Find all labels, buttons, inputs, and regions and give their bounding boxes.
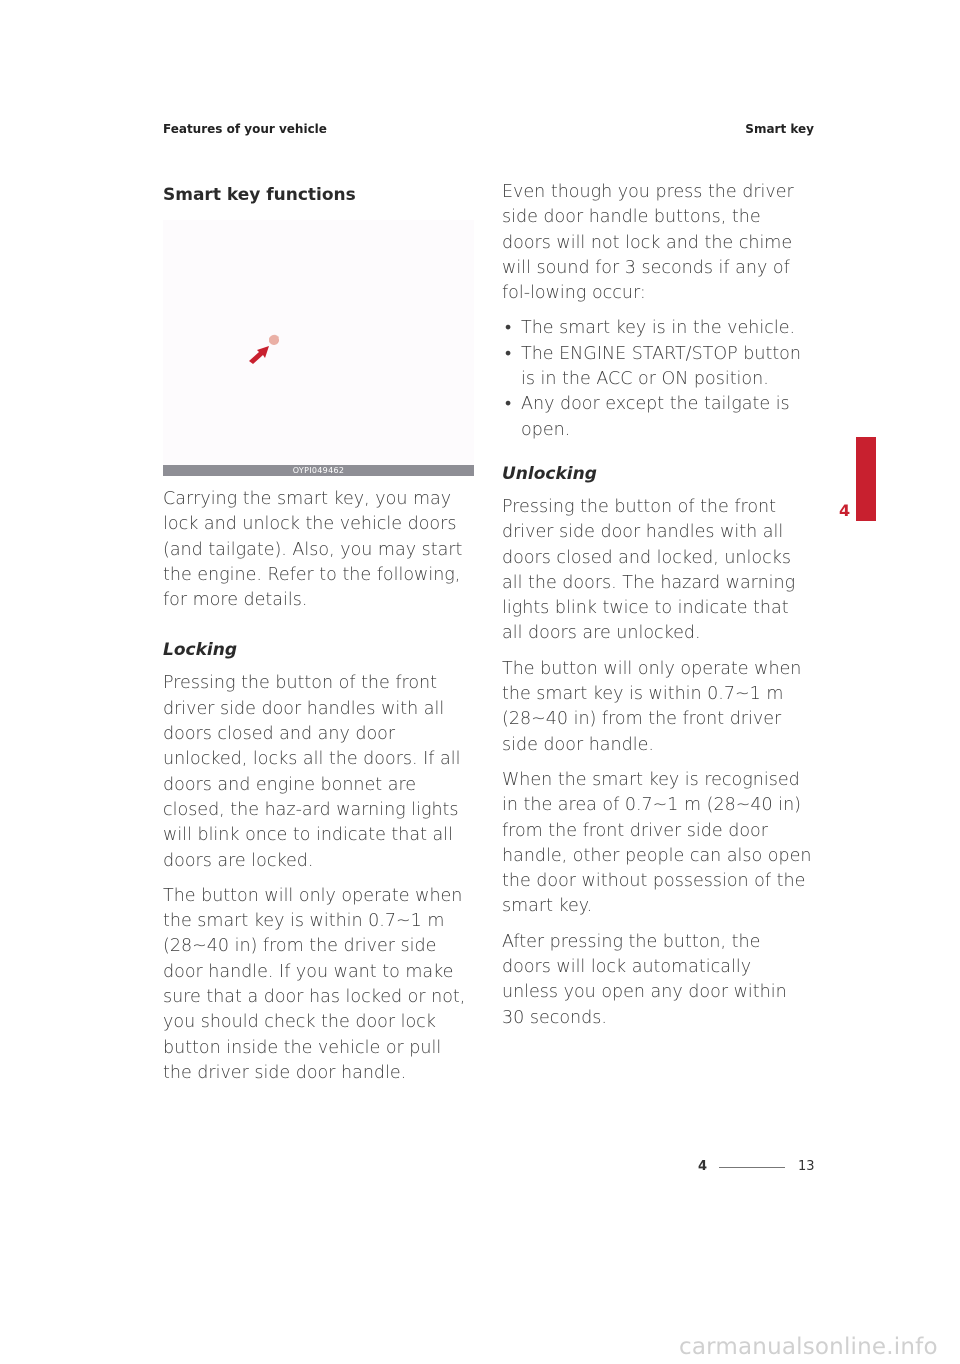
- running-header-topic: Smart key: [745, 122, 814, 136]
- chapter-tab-number: 4: [839, 501, 851, 520]
- right-column: [502, 180, 812, 1041]
- running-header-section: Features of your vehicle: [163, 122, 327, 136]
- footer-divider: [719, 1167, 785, 1168]
- pointer-arrow-icon: [247, 332, 283, 366]
- locking-heading: Locking: [163, 640, 237, 661]
- locking-paragraph-1: Pressing the button of the front driver side door handles with all doors closed and any door unlocked, locks all the doors. If all doors and engine bonnet are closed, the haz-ard warning lights will blink once to indicate that all doors are locked.: [163, 673, 461, 871]
- footer-chapter-number: 4: [698, 1159, 708, 1174]
- locking-paragraph-2: The button will only operate when the smart key is within 0.7~1 m (28~40 in) from the driver side door handle. If you want to make sure that a door has locked or not, you should check the door lock button inside the vehicle or pull the driver side door handle.: [163, 885, 466, 1083]
- unlocking-paragraph-2: The button will only operate when the smart key is within 0.7~1 m (28~40 in) from the front driver side door handle.: [502, 658, 802, 755]
- list-item: • Any door except the tailgate is open.: [505, 394, 790, 440]
- unlocking-paragraph-1: Pressing the button of the front driver side door handles with all doors closed and locked, unlocks all the doors. The hazard warning lights blink twice to indicate that all doors are unlocked.: [502, 496, 796, 644]
- unlocking-paragraph-3: When the smart key is recognised in the area of 0.7~1 m (28~40 in) from the front driver side door handle, other people can also open the door without possession of the smart key.: [502, 769, 812, 917]
- chapter-tab-bar: [856, 437, 876, 521]
- bullet-icon: •: [505, 343, 512, 364]
- chapter-tab: [829, 437, 876, 521]
- figure-illustration: [163, 220, 474, 476]
- bullet-icon: •: [505, 318, 512, 339]
- list-item: • The smart key is in the vehicle.: [502, 316, 812, 341]
- conditions-intro: Even though you press the driver side door handle buttons, the doors will not lock and the chime will sound for 3 seconds if any of fol-lowing occur:: [502, 182, 794, 304]
- left-column: [163, 180, 475, 1096]
- bullet-icon: •: [505, 394, 512, 415]
- list-item: • The ENGINE START/STOP button is in the ACC or ON position.: [505, 343, 801, 390]
- figure-code: OYPI049462: [163, 465, 474, 476]
- unlocking-paragraph-4: After pressing the button, the doors will lock automatically unless you open any door within 30 seconds.: [502, 931, 787, 1028]
- footer-page-number: 13: [798, 1159, 815, 1174]
- intro-paragraph: Carrying the smart key, you may lock and unlock the vehicle doors (and tailgate). Also, you may start the engine. Refer to the following, for more details.: [163, 489, 463, 611]
- conditions-list: [502, 316, 812, 442]
- unlocking-heading: Unlocking: [502, 463, 597, 484]
- section-title: Smart key functions: [163, 185, 356, 205]
- watermark: carmanualsonline.info: [679, 1334, 938, 1360]
